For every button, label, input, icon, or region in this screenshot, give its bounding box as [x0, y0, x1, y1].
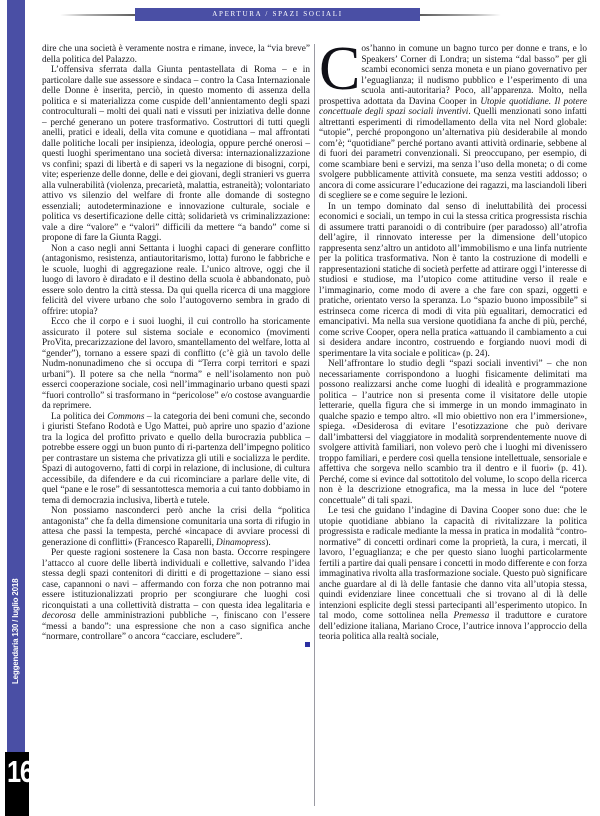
paragraph-text: Ecco che il corpo e i suoi luoghi, il cui controllo ha storicamente assicurato il potere sul sistema sociale e economico (movimenti ProVita, precarizzazione del lavoro, smantellamento del welfare, lotta al “gender”), tornano a essere spazi di conflitto (c’è già un tavolo delle Nudm-nonunadimeno che si occupa di “Terra corpi territori e spazi urbani”). Il potere sa che nella “norma” e nell’isolamento non può esserci cooperazione sociale, così nell’immaginario urbano questi spazi “fuori controllo” si trasformano in “pericolose” e/o costose avanguardie da reprimere.	[42, 317, 310, 411]
paragraph-text: dire che una società è veramente nostra e rimane, invece, la “via breve” della politica del Palazzo.	[42, 44, 310, 65]
column-right	[319, 35, 588, 806]
side-rail	[7, 0, 25, 752]
running-header-label: APERTURA / SPAZI SOCIALI	[135, 8, 420, 21]
paragraph	[42, 412, 310, 507]
page-number: 16	[7, 754, 33, 789]
paragraph	[42, 506, 310, 548]
paragraph	[319, 202, 587, 360]
page-number-box	[5, 752, 33, 816]
column-left	[42, 44, 310, 806]
paragraph-text: Le tesi che guidano l’indagine di Davina Cooper sono due: che le utopie quotidiane abbiano la capacità di rivitalizzare la politica progressista e radicale mediante la messa in pratica in modalità “contro-normative” di concetti ordinari come la proprietà, la cura, i mercati, il lavoro, l’eguaglianza; e che per questo siano luoghi particolarmente fertili a partire dai quali pensare i concetti in modo differente e con forza immaginativa rivolta alla trasformazione sociale. Questo può significare anche guardare al di là delle fantasie che danno vita all’utopia stessa, quindi evidenziare linee concettuali che si trovano al di là delle intenzioni esplicite degli stessi partecipanti all’esperimento utopico. In tal modo, come sottolinea nella Premessa il traduttore e curatore dell’edizione italiana, Mariano Croce, l’autrice innova l’approccio della teoria politica alla realtà sociale,	[319, 506, 588, 642]
paragraph-text: L’offensiva sferrata dalla Giunta pentastellata di Roma – e in particolare dalle sue assessore e sindaca – contro la Casa Internazionale delle Donne è inserita, perciò, in questo momento di assenza della politica e si materializza come cuspide dell’annientamento degli spazi controculturali – molti dei quali nati e vissuti per iniziativa delle donne – perché generano un potere trasformativo. Costruttori di tutti quegli anelli, pratici e ideali, della vita comune e quotidiana – mal affrontati dalle politiche locali per insipienza, ideologia, oppure perché onerosi – questi luoghi sperimentano una società diversa: internazionalizzazione vs confini; spazi di libertà e di saperi vs la negazione di bisogni, corpi, vite; esperienze delle donne, delle e dei giovani, degli stranieri vs guerra alla vulnerabilità (violenza, precarietà, malattia, estraneità); volontariato attivo vs silenzio del welfare di fronte alle domande di sostegno essenziali; autodeterminazione e innovazione culturale, sociale e politica vs desertificazione delle città; solidarietà vs criminalizzazione: vale a dire “valore” e “valori” difficili da mettere “a bando” come si propone di fare la Giunta Raggi.	[42, 65, 310, 243]
header-rule-right	[419, 14, 501, 16]
paragraph	[42, 65, 310, 244]
paragraph	[319, 35, 587, 202]
paragraph	[42, 244, 310, 318]
drop-cap: C	[319, 35, 361, 103]
column-divider	[314, 44, 315, 806]
paragraph-text: Nell’affrontare lo studio degli “spazi sociali inventivi” – che non necessariamente corrispondono a luoghi fisicamente delimitati ma possono realizzarsi anche come luoghi di idealità e programmazione politica – l’autrice non si presenta come il visitatore delle utopie letterarie, quella figura che si immerge in un mondo immaginato in qualche spazio e tempo altro. «Il mio obiettivo non era l’immersione», spiega. «Desiderosa di evitare l’esotizzazione che può derivare dall’imbattersi del viaggiatore in modalità sorprendentemente nuove di svolgere attività familiari, non volevo però che i luoghi mi divenissero troppo familiari, e perdere così quella tensione intellettuale, sensoriale e affettiva che sorgeva nello scambio tra il dentro e il fuori» (p. 41). Perché, come si evince dal sottotitolo del volume, lo scopo della ricerca non è la descrizione etnografica, ma la messa in luce del “potere concettuale” di tali spazi.	[319, 359, 587, 506]
article-body	[42, 35, 588, 806]
paragraph	[42, 548, 310, 643]
paragraph-text: Non possiamo nasconderci però anche la crisi della “politica antagonista” che fa della dimensione comunitaria una sorta di rifugio in attesa che passi la tempesta, perché «incapace di avviare processi di generazione di conflitti» (Francesco Raparelli, Dinamopress).	[42, 506, 310, 548]
paragraph-text: os’hanno in comune un bagno turco per donne e trans, e lo Speakers’ Corner di Londra; un sistema “dal basso” per gli scambi economici senza moneta e un piano governativo per l’eguaglianza; il nudismo pubblico e l’esperimento di una scuola anti-autoritaria? Poco, all’apparenza. Molto, nella prospettiva adottata da Davina Cooper in Utopie quotidiane. Il potere concettuale degli spazi sociali inventivi. Quelli menzionati sono infatti altrettanti esperimenti di rimodellamento della vita nel Nord globale: “utopie”, perché propongono un’alternativa più desiderabile al mondo com’è; “quotidiane” perché portano avanti attività ordinarie, sebbene al di fuori dei parametri convenzionali. Si preoccupano, per esempio, di come scambiare beni e servizi, ma senza l’uso della moneta; o di come svolgere pubblicamente attività consuete, ma senza vestiti addosso; o ancora di come assicurare l’educazione dei ragazzi, ma lasciandoli liberi di scegliere se e come seguire le lezioni.	[319, 44, 587, 201]
issue-label: Leggendaria 130 / luglio 2018	[11, 578, 20, 684]
paragraph-text: Non a caso negli anni Settanta i luoghi capaci di generare conflitto (antagonismo, resistenza, antiautoritarismo, lotta) furono le fabbriche e le scuole, luoghi di aggregazione reale. L’unico altrove, oggi che il luogo di lavoro è diradato e il destino della scuola è abbandonato, può essere solo dentro la città stessa. Da qui quella ricerca di una maggiore felicità del vivere urbano che solo l’autogoverno sembra in grado di offrire: utopia?	[42, 243, 310, 317]
paragraph-text: La politica dei Commons – la categoria dei beni comuni che, secondo i giuristi Stefano Rodotà e Ugo Mattei, può aprire uno spazio d’azione tra la logica del profitto privato e quello della burocrazia pubblica – potrebbe essere oggi un buon punto di ri-partenza dell’impegno politico per contrastare un sistema che privatizza gli utili e socializza le perdite. Spazi di autogoverno, fatti di corpi in relazione, di inclusione, di cultura accessibile, da difendere e da cui ricominciare a parlare delle vite, di quel “pane e le rose” di sessantottesca memoria a cui tanto dobbiamo in tema di democrazia inclusiva, libertà e tutele.	[42, 411, 311, 506]
paragraph	[319, 359, 587, 506]
paragraph	[42, 44, 310, 65]
end-of-article-square-icon	[305, 642, 310, 647]
paragraph-text: Per queste ragioni sostenere la Casa non basta. Occorre respingere l’attacco al cuore delle libertà individuali e collettive, salvando l’idea stessa degli spazi contenitori di diritti e di progettazione – siano essi case, capannoni o navi – affermando con forza che non potranno mai essere istituzionalizzati proprio per scongiurare che luoghi così riconquistati a una collettività distratta – con questa idea legalitaria e decorosa delle amministrazioni pubbliche –, finiscano con l’essere “messi a bando”: una espressione che non a caso significa anche “normare, controllare” o ancora “cacciare, escludere”.	[42, 548, 310, 642]
paragraph	[42, 317, 310, 412]
header-rule-left	[60, 14, 136, 16]
paragraph-text: In un tempo dominato dal senso di ineluttabilità dei processi economici e sociali, un tempo in cui la stessa critica progressista rischia di assumere tratti paranoidi o di contribuire (per paradosso) all’atrofia dell’agire, il rinnovato interesse per la dimensione dell’utopico rappresenta senz’altro un antidoto all’immobilismo e una linfa nutriente per la politica trasformativa. Non è tanto la costruzione di modelli e rappresentazioni statiche di società perfette ad attirare oggi l’interesse di studiosi e studiose, ma l’utopico come attitudine verso il reale e l’immaginario, come modo di avere a che fare con spazi, oggetti e pratiche, orientato verso la speranza. Lo “spazio buono impossibile” si estrinseca come ricerca di modi di vita più egualitari, democratici ed emancipativi. Ma nella sua versione quotidiana fa anche di più, perché, come scrive Cooper, opera nella pratica «attuando il cambiamento a cui si desidera andare incontro, costruendo e forgiando nuovi modi di sperimentare la vita sociale e politica» (p. 24).	[319, 201, 587, 359]
paragraph	[319, 506, 587, 643]
